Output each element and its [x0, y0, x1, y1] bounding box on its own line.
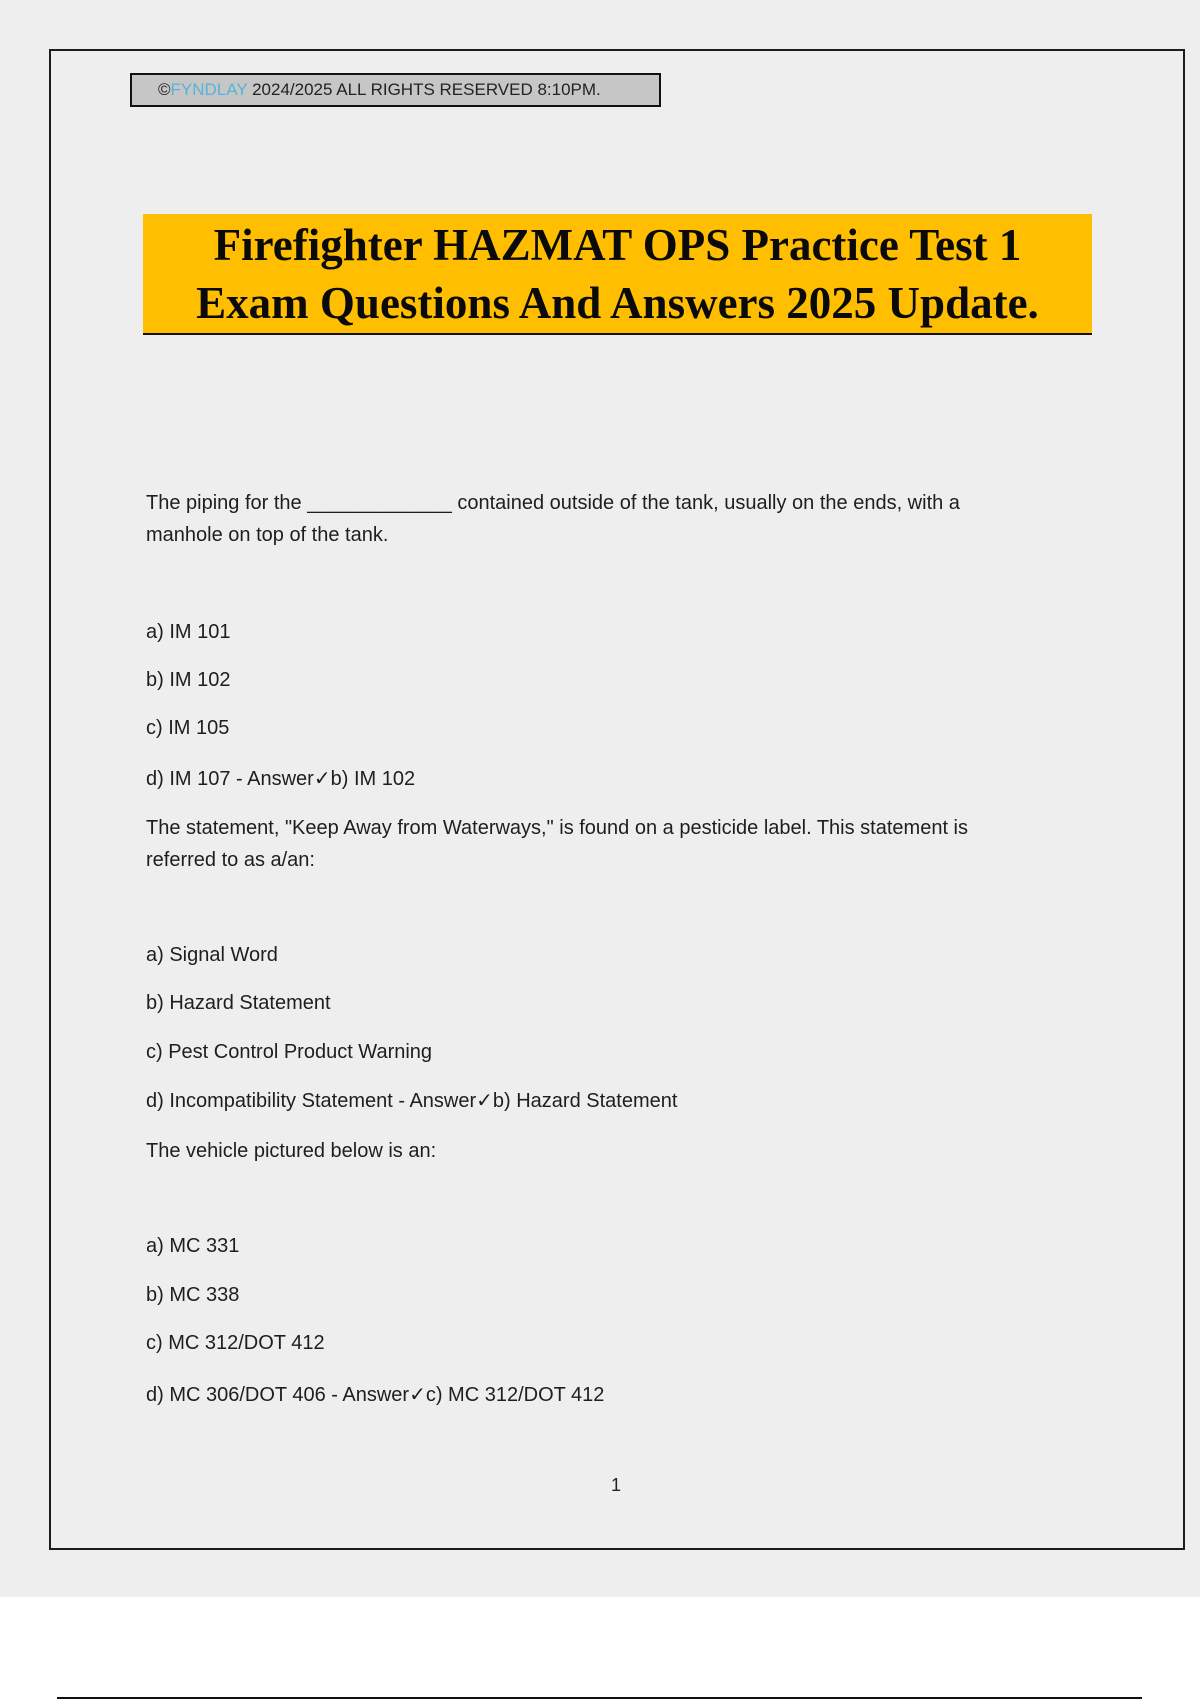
question-2-option-a: a) Signal Word	[146, 944, 278, 966]
question-3-option-b: b) MC 338	[146, 1284, 240, 1306]
question-3-option-a: a) MC 331	[146, 1235, 240, 1257]
question-1-option-b: b) IM 102	[146, 669, 231, 691]
question-2-option-d-answer: d) Incompatibility Statement - Answer✓b) Hazard Statement	[146, 1090, 678, 1112]
title-line-2: Exam Questions And Answers 2025 Update.	[196, 278, 1039, 328]
question-2-option-b: b) Hazard Statement	[146, 992, 331, 1014]
next-page-top-rule	[57, 1697, 1142, 1699]
copyright-symbol: ©	[158, 80, 171, 99]
question-3-option-c: c) MC 312/DOT 412	[146, 1332, 325, 1354]
question-1-option-a: a) IM 101	[146, 621, 231, 643]
copyright-notice	[130, 73, 661, 107]
question-3-option-d-answer: d) MC 306/DOT 406 - Answer✓c) MC 312/DOT 412	[146, 1384, 605, 1406]
document-title	[143, 214, 1092, 335]
question-1-option-d-answer: d) IM 107 - Answer✓b) IM 102	[146, 768, 416, 790]
question-1-option-c: c) IM 105	[146, 717, 230, 739]
question-2-option-c: c) Pest Control Product Warning	[146, 1041, 433, 1063]
question-1-prompt-line-1: The piping for the _____________ contained outside of the tank, usually on the ends, with a	[146, 492, 960, 514]
title-line-1: Firefighter HAZMAT OPS Practice Test 1	[213, 220, 1022, 270]
question-2-prompt-line-2: referred to as a/an:	[146, 849, 315, 871]
copyright-brand: FYNDLAY	[170, 80, 248, 99]
copyright-text: 2024/2025 ALL RIGHTS RESERVED 8:10PM.	[247, 80, 601, 99]
page-number: 1	[611, 1475, 622, 1495]
question-3-prompt-line-1: The vehicle pictured below is an:	[146, 1140, 437, 1162]
question-2-prompt-line-1: The statement, "Keep Away from Waterways," is found on a pesticide label. This statement is	[146, 817, 969, 839]
question-1-prompt-line-2: manhole on top of the tank.	[146, 524, 389, 546]
